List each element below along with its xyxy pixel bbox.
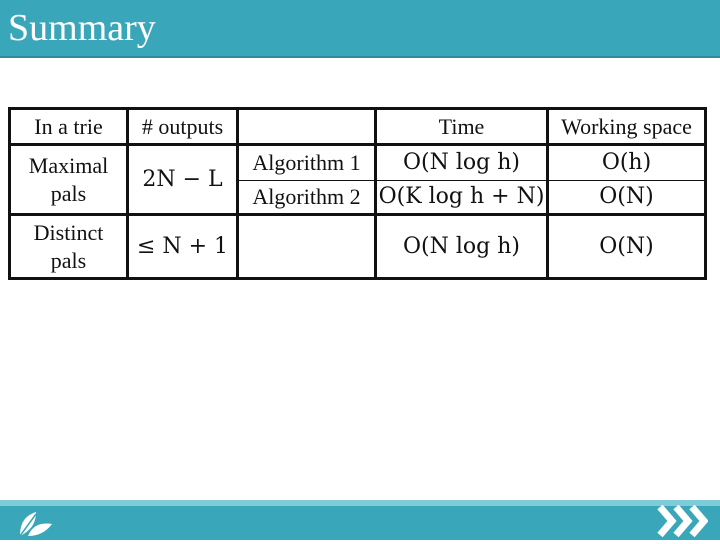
algo2-time: O(K log h + N) — [376, 181, 548, 215]
distinct-space: O(N) — [548, 215, 706, 279]
double-chevron-right-icon[interactable] — [652, 503, 708, 544]
footer-accent-line — [0, 500, 720, 506]
distinct-blank — [238, 215, 376, 279]
algo1-space: O(h) — [548, 145, 706, 181]
leaf-icon — [14, 506, 54, 543]
header-trie: In a trie — [10, 109, 128, 145]
row-label-line: Distinct — [33, 219, 104, 245]
header-row — [10, 109, 706, 145]
distinct-time: O(N log h) — [376, 215, 548, 279]
outputs-distinct: ≤ N + 1 — [128, 215, 238, 279]
algo1-label: Algorithm 1 — [238, 145, 376, 181]
row-label-maximal — [10, 145, 128, 215]
header-blank — [238, 109, 376, 145]
row-label-distinct — [10, 215, 128, 279]
title-bar — [0, 0, 720, 58]
row-label-line: pals — [50, 180, 87, 206]
table-row — [10, 215, 706, 279]
outputs-maximal: 2N − L — [128, 145, 238, 215]
algo1-time: O(N log h) — [376, 145, 548, 181]
algo2-space: O(N) — [548, 181, 706, 215]
row-label-line: Maximal — [28, 152, 109, 178]
table-row — [10, 145, 706, 181]
header-outputs: # outputs — [128, 109, 238, 145]
summary-table — [8, 107, 707, 280]
row-label-line: pals — [50, 247, 87, 273]
header-time: Time — [376, 109, 548, 145]
slide-title: Summary — [8, 7, 156, 49]
algo2-label: Algorithm 2 — [238, 181, 376, 215]
footer-bar — [0, 500, 720, 540]
header-space: Working space — [548, 109, 706, 145]
